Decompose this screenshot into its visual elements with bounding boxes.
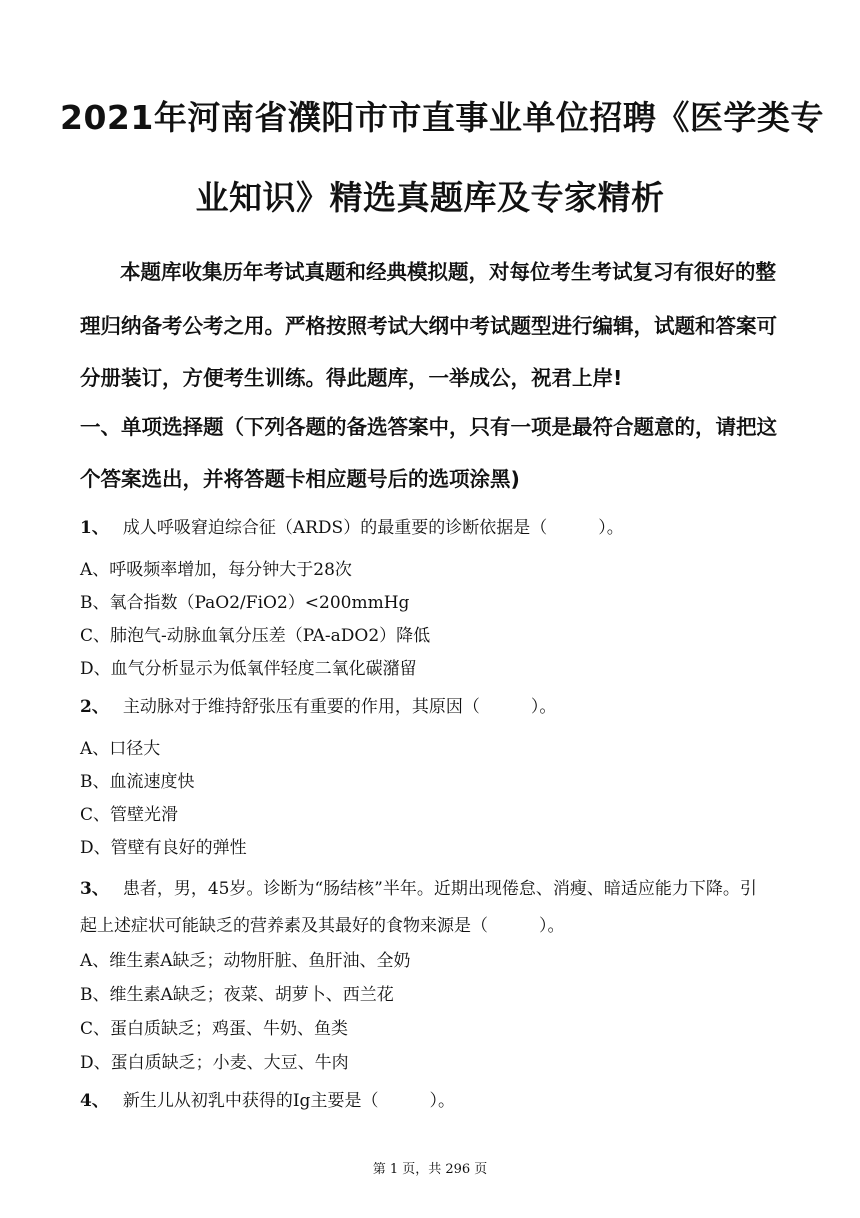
question-text: 新生儿从初乳中获得的Ig主要是（ ）。 <box>122 1091 455 1111</box>
title-line-2: 业知识》精选真题库及专家精析 <box>195 178 665 217</box>
question-1 <box>80 513 624 538</box>
question-3 <box>80 874 757 899</box>
question-text: 成人呼吸窘迫综合征（ARDS）的最重要的诊断依据是（ ）。 <box>122 518 624 538</box>
intro-line-3: 分册装订，方便考生训练。得此题库，一举成公，祝君上岸! <box>80 366 623 390</box>
question-text: 主动脉对于维持舒张压有重要的作用，其原因（ ）。 <box>122 697 557 717</box>
question-number: 2、 <box>80 697 109 717</box>
title-line-1: 2021年河南省濮阳市市直事业单位招聘《医学类专 <box>60 98 824 137</box>
question-2-option-c: C、管壁光滑 <box>80 805 179 825</box>
page-footer: 第 1 页，共 296 页 <box>372 1162 488 1177</box>
question-1-option-b: B、氧合指数（PaO2/FiO2）<200mmHg <box>80 593 410 613</box>
question-number: 3、 <box>80 879 109 899</box>
question-1-option-d: D、血气分析显示为低氧伴轻度二氧化碳潴留 <box>80 659 417 679</box>
question-3-option-c: C、蛋白质缺乏；鸡蛋、牛奶、鱼类 <box>80 1019 349 1039</box>
question-4 <box>80 1086 455 1111</box>
question-number: 1、 <box>80 518 109 538</box>
question-3-option-b: B、维生素A缺乏；夜菜、胡萝卜、西兰花 <box>80 985 394 1005</box>
question-number: 4、 <box>80 1091 109 1111</box>
section-heading-line-2: 个答案选出，并将答题卡相应题号后的选项涂黑) <box>80 467 520 491</box>
section-heading-line-1: 一、单项选择题（下列各题的备选答案中，只有一项是最符合题意的，请把这 <box>80 415 777 439</box>
question-2-option-d: D、管壁有良好的弹性 <box>80 838 247 858</box>
question-3-option-a: A、维生素A缺乏；动物肝脏、鱼肝油、全奶 <box>80 951 411 971</box>
intro-line-2: 理归纳备考公考之用。严格按照考试大纲中考试题型进行编辑，试题和答案可 <box>80 314 777 338</box>
question-2-option-b: B、血流速度快 <box>80 772 195 792</box>
question-2 <box>80 692 556 717</box>
question-1-option-a: A、呼吸频率增加，每分钟大于28次 <box>80 560 352 580</box>
question-1-option-c: C、肺泡气-动脉血氧分压差（PA-aDO2）降低 <box>80 626 431 646</box>
intro-line-1: 本题库收集历年考试真题和经典模拟题，对每位考生考试复习有很好的整 <box>120 260 776 284</box>
question-2-option-a: A、口径大 <box>80 739 161 759</box>
question-3-continued: 起上述症状可能缺乏的营养素及其最好的食物来源是（ ）。 <box>80 916 565 936</box>
question-text: 患者，男，45岁。诊断为“肠结核”半年。近期出现倦怠、消瘦、暗适应能力下降。引 <box>122 879 757 899</box>
question-3-option-d: D、蛋白质缺乏；小麦、大豆、牛肉 <box>80 1053 349 1073</box>
